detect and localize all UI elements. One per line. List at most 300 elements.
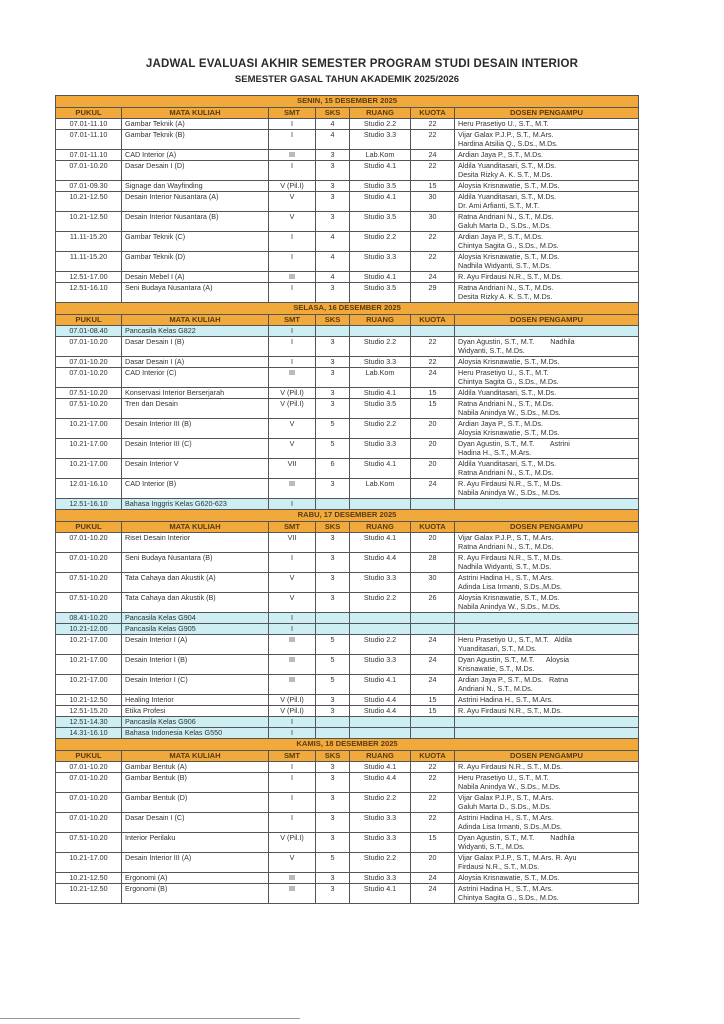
semester-cell: V	[269, 212, 316, 232]
schedule-row	[56, 553, 639, 573]
lecturer-name: Nadhila Widyanti, S.T., M.Ds.	[458, 562, 552, 571]
column-header: RUANG	[350, 108, 411, 119]
time-cell: 07.01-10.20	[56, 553, 122, 573]
course-cell: Dasar Desain I (C)	[122, 813, 269, 833]
lecturer-name: Nabila Anindya W., S.Ds., M.Ds.	[458, 782, 561, 791]
credits-cell: 5	[316, 635, 350, 655]
credits-cell: 5	[316, 853, 350, 873]
course-cell: Seni Budaya Nusantara (A)	[122, 283, 269, 303]
time-cell: 14.31-16.10	[56, 728, 122, 739]
lecturer-name: Heru Prasetiyo U., S.T., M.T.	[458, 368, 549, 377]
time-cell: 10.21-17.00	[56, 655, 122, 675]
credits-cell	[316, 613, 350, 624]
course-cell: Dasar Desain I (B)	[122, 337, 269, 357]
credits-cell: 5	[316, 419, 350, 439]
room-cell: Studio 4.1	[350, 161, 411, 181]
lecturer-cell	[455, 833, 639, 853]
lecturer-name: Krisnawatie, S.T., M.Ds.	[458, 664, 535, 673]
lecturer-name: Andriani N., S.T., M.Ds.	[458, 684, 533, 693]
semester-cell: I	[269, 624, 316, 635]
credits-cell: 3	[316, 161, 350, 181]
room-cell: Studio 4.4	[350, 706, 411, 717]
schedule-row	[56, 773, 639, 793]
lecturer-name: Aldila Yuanditasari, S.T., M.Ds.	[458, 161, 557, 170]
semester-cell: I	[269, 793, 316, 813]
course-cell: Pancasila Kelas G822	[122, 326, 269, 337]
credits-cell: 3	[316, 593, 350, 613]
quota-cell: 22	[411, 793, 455, 813]
credits-cell: 3	[316, 388, 350, 399]
column-header: KUOTA	[411, 751, 455, 762]
semester-cell: V	[269, 573, 316, 593]
credits-cell: 3	[316, 813, 350, 833]
lecturer-name: Ratna Andriani N., S.T., M.Ds.	[458, 283, 554, 292]
lecturer-cell	[455, 717, 639, 728]
column-header: KUOTA	[411, 108, 455, 119]
lecturer-cell	[455, 773, 639, 793]
column-header: MATA KULIAH	[122, 108, 269, 119]
credits-cell: 3	[316, 192, 350, 212]
course-cell: Desain Interior V	[122, 459, 269, 479]
lecturer-name: Widyanti, S.T., M.Ds.	[458, 842, 525, 851]
lecturer-name: Ardian Jaya P., S.T., M.Ds. Ratna	[458, 675, 569, 684]
credits-cell	[316, 624, 350, 635]
course-cell: Desain Interior III (A)	[122, 853, 269, 873]
credits-cell: 4	[316, 119, 350, 130]
room-cell: Studio 2.2	[350, 793, 411, 813]
course-cell: Gambar Bentuk (D)	[122, 793, 269, 813]
semester-cell: I	[269, 130, 316, 150]
lecturer-cell	[455, 873, 639, 884]
lecturer-name: Ratna Andriani N., S.T., M.Ds.	[458, 212, 554, 221]
lecturer-name: Aloysia Krisnawatie, S.T., M.Ds.	[458, 357, 560, 366]
time-cell: 12.51-17.00	[56, 272, 122, 283]
time-cell: 07.01-10.20	[56, 533, 122, 553]
room-cell: Studio 4.1	[350, 675, 411, 695]
column-header: SMT	[269, 108, 316, 119]
lecturer-name: Ratna Andriani N., S.T., M.Ds.	[458, 468, 554, 477]
room-cell: Studio 2.2	[350, 337, 411, 357]
exam-schedule-table	[55, 95, 639, 904]
quota-cell: 29	[411, 283, 455, 303]
quota-cell: 22	[411, 773, 455, 793]
day-header-row	[56, 303, 639, 315]
time-cell: 07.01-10.20	[56, 357, 122, 368]
credits-cell: 3	[316, 357, 350, 368]
quota-cell: 22	[411, 252, 455, 272]
column-header: DOSEN PENGAMPU	[455, 522, 639, 533]
room-cell: Studio 4.1	[350, 884, 411, 904]
lecturer-cell	[455, 728, 639, 739]
room-cell	[350, 717, 411, 728]
course-cell: Pancasila Kelas G904	[122, 613, 269, 624]
course-cell: Gambar Bentuk (A)	[122, 762, 269, 773]
lecturer-name: Heru Prasetiyo U., S.T., M.T.	[458, 119, 549, 128]
course-cell: Etika Profesi	[122, 706, 269, 717]
course-cell: Gambar Teknik (B)	[122, 130, 269, 150]
credits-cell: 3	[316, 212, 350, 232]
credits-cell	[316, 499, 350, 510]
semester-cell: V	[269, 853, 316, 873]
time-cell: 07.01-10.20	[56, 773, 122, 793]
lecturer-name: Vijar Galax P.J.P., S.T., M.Ars. R. Ayu	[458, 853, 577, 862]
quota-cell: 24	[411, 873, 455, 884]
lecturer-name: Aloysia Krisnawatie, S.T., M.Ds.	[458, 428, 560, 437]
time-cell: 07.01-08.40	[56, 326, 122, 337]
schedule-row	[56, 479, 639, 499]
room-cell: Studio 2.2	[350, 853, 411, 873]
room-cell: Studio 2.2	[350, 119, 411, 130]
course-cell: Dasar Desain I (A)	[122, 357, 269, 368]
quota-cell	[411, 728, 455, 739]
room-cell: Studio 2.2	[350, 593, 411, 613]
lecturer-cell	[455, 813, 639, 833]
room-cell: Studio 4.1	[350, 272, 411, 283]
quota-cell	[411, 499, 455, 510]
semester-cell: III	[269, 479, 316, 499]
time-cell: 10.21-17.00	[56, 439, 122, 459]
semester-cell: III	[269, 884, 316, 904]
schedule-row	[56, 283, 639, 303]
lecturer-cell	[455, 613, 639, 624]
lecturer-name: Vijar Galax P.J.P., S.T., M.Ars.	[458, 130, 554, 139]
semester-cell: V (Pil.I)	[269, 695, 316, 706]
lecturer-cell	[455, 368, 639, 388]
credits-cell: 3	[316, 884, 350, 904]
room-cell: Lab.Kom	[350, 368, 411, 388]
semester-cell: I	[269, 326, 316, 337]
credits-cell: 5	[316, 675, 350, 695]
schedule-row	[56, 728, 639, 739]
time-cell: 07.51-10.20	[56, 593, 122, 613]
course-cell: Desain Interior Nusantara (B)	[122, 212, 269, 232]
day-label: KAMIS, 18 DESEMBER 2025	[56, 739, 639, 751]
lecturer-cell	[455, 439, 639, 459]
quota-cell: 30	[411, 192, 455, 212]
schedule-row	[56, 459, 639, 479]
time-cell: 07.51-10.20	[56, 573, 122, 593]
lecturer-name: Aloysia Krisnawatie, S.T., M.Ds.	[458, 252, 560, 261]
quota-cell: 22	[411, 357, 455, 368]
lecturer-cell	[455, 573, 639, 593]
room-cell: Studio 4.4	[350, 773, 411, 793]
quota-cell: 24	[411, 368, 455, 388]
lecturer-name: Astrini Hadina H., S.T., M.Ars.	[458, 695, 554, 704]
time-cell: 12.51-15.20	[56, 706, 122, 717]
lecturer-cell	[455, 181, 639, 192]
semester-cell: III	[269, 655, 316, 675]
time-cell: 07.01-11.10	[56, 130, 122, 150]
time-cell: 07.01-10.20	[56, 337, 122, 357]
lecturer-name: Ardian Jaya P., S.T., M.Ds.	[458, 150, 543, 159]
course-cell: Desain Interior III (B)	[122, 419, 269, 439]
lecturer-cell	[455, 459, 639, 479]
room-cell: Studio 4.1	[350, 533, 411, 553]
credits-cell: 4	[316, 252, 350, 272]
time-cell: 07.01-10.20	[56, 161, 122, 181]
quota-cell: 26	[411, 593, 455, 613]
course-cell: Riset Desain Interior	[122, 533, 269, 553]
time-cell: 10.21-12.50	[56, 192, 122, 212]
time-cell: 11.11-15.20	[56, 232, 122, 252]
credits-cell: 3	[316, 573, 350, 593]
schedule-row	[56, 337, 639, 357]
room-cell: Lab.Kom	[350, 479, 411, 499]
room-cell: Studio 3.5	[350, 399, 411, 419]
lecturer-cell	[455, 533, 639, 553]
schedule-body	[56, 96, 639, 904]
lecturer-cell	[455, 283, 639, 303]
column-header-row	[56, 108, 639, 119]
credits-cell: 3	[316, 150, 350, 161]
semester-cell: I	[269, 553, 316, 573]
page-footer-line	[0, 1018, 300, 1019]
schedule-row	[56, 624, 639, 635]
credits-cell: 3	[316, 706, 350, 717]
schedule-row	[56, 419, 639, 439]
semester-cell: I	[269, 499, 316, 510]
column-header-row	[56, 522, 639, 533]
course-cell: CAD Interior (B)	[122, 479, 269, 499]
lecturer-name: Dyan Agustin, S.T., M.T. Astrini	[458, 439, 570, 448]
credits-cell: 3	[316, 695, 350, 706]
room-cell: Studio 4.1	[350, 762, 411, 773]
schedule-row	[56, 161, 639, 181]
day-label: RABU, 17 DESEMBER 2025	[56, 510, 639, 522]
room-cell: Studio 3.5	[350, 181, 411, 192]
quota-cell	[411, 613, 455, 624]
semester-cell: I	[269, 283, 316, 303]
day-label: SENIN, 15 DESEMBER 2025	[56, 96, 639, 108]
document-title: JADWAL EVALUASI AKHIR SEMESTER PROGRAM STUDI DESAIN INTERIOR	[145, 58, 579, 70]
column-header: KUOTA	[411, 522, 455, 533]
room-cell	[350, 326, 411, 337]
quota-cell: 22	[411, 232, 455, 252]
lecturer-cell	[455, 326, 639, 337]
semester-cell: I	[269, 252, 316, 272]
lecturer-name: R. Ayu Firdausi N.R., S.T., M.Ds.	[458, 479, 563, 488]
schedule-row	[56, 695, 639, 706]
schedule-row	[56, 635, 639, 655]
lecturer-name: Widyanti, S.T., M.Ds.	[458, 346, 525, 355]
quota-cell: 24	[411, 884, 455, 904]
schedule-row	[56, 399, 639, 419]
room-cell: Studio 3.3	[350, 357, 411, 368]
time-cell: 07.01-10.20	[56, 368, 122, 388]
course-cell: Pancasila Kelas G906	[122, 717, 269, 728]
time-cell: 07.01-10.20	[56, 762, 122, 773]
time-cell: 07.01-10.20	[56, 813, 122, 833]
room-cell: Studio 3.3	[350, 873, 411, 884]
course-cell: Bahasa Inggris Kelas G620-623	[122, 499, 269, 510]
quota-cell: 24	[411, 150, 455, 161]
time-cell: 12.01-16.10	[56, 479, 122, 499]
schedule-row	[56, 655, 639, 675]
column-header: DOSEN PENGAMPU	[455, 315, 639, 326]
course-cell: Dasar Desain I (D)	[122, 161, 269, 181]
lecturer-cell	[455, 635, 639, 655]
lecturer-name: Astrini Hadina H., S.T., M.Ars.	[458, 884, 554, 893]
time-cell: 07.01-09.30	[56, 181, 122, 192]
lecturer-cell	[455, 388, 639, 399]
semester-cell: I	[269, 119, 316, 130]
lecturer-name: Vijar Galax P.J.P., S.T., M.Ars.	[458, 533, 554, 542]
quota-cell: 15	[411, 706, 455, 717]
schedule-row	[56, 762, 639, 773]
course-cell: Pancasila Kelas G905	[122, 624, 269, 635]
room-cell: Studio 2.2	[350, 232, 411, 252]
lecturer-name: Yuanditasari, S.T., M.Ds.	[458, 644, 537, 653]
lecturer-name: Desita Rizky A. K. S.T., M.Ds.	[458, 170, 553, 179]
semester-cell: III	[269, 675, 316, 695]
column-header: DOSEN PENGAMPU	[455, 108, 639, 119]
time-cell: 12.51-16.10	[56, 283, 122, 303]
column-header: RUANG	[350, 315, 411, 326]
course-cell: Tata Cahaya dan Akustik (B)	[122, 593, 269, 613]
lecturer-name: Ratna Andriani N., S.T., M.Ds.	[458, 399, 554, 408]
lecturer-name: R. Ayu Firdausi N.R., S.T., M.Ds.	[458, 272, 563, 281]
lecturer-name: Aldila Yuanditasari, S.T., M.Ds.	[458, 459, 557, 468]
quota-cell: 15	[411, 181, 455, 192]
course-cell: Gambar Teknik (A)	[122, 119, 269, 130]
column-header: DOSEN PENGAMPU	[455, 751, 639, 762]
column-header: SKS	[316, 522, 350, 533]
column-header: MATA KULIAH	[122, 751, 269, 762]
quota-cell: 20	[411, 853, 455, 873]
room-cell: Studio 3.3	[350, 573, 411, 593]
column-header: PUKUL	[56, 522, 122, 533]
lecturer-cell	[455, 553, 639, 573]
semester-cell: I	[269, 773, 316, 793]
time-cell: 07.51-10.20	[56, 399, 122, 419]
lecturer-name: Heru Prasetiyo U., S.T., M.T. Aldila	[458, 635, 572, 644]
time-cell: 10.21-12.50	[56, 873, 122, 884]
column-header: SMT	[269, 751, 316, 762]
semester-cell: V (Pil.I)	[269, 833, 316, 853]
room-cell: Studio 4.4	[350, 553, 411, 573]
room-cell: Studio 4.1	[350, 192, 411, 212]
schedule-row	[56, 793, 639, 813]
course-cell: Desain Interior I (A)	[122, 635, 269, 655]
credits-cell: 4	[316, 232, 350, 252]
lecturer-cell	[455, 252, 639, 272]
lecturer-name: Ardian Jaya P., S.T., M.Ds.	[458, 232, 543, 241]
column-header: SKS	[316, 108, 350, 119]
column-header: SKS	[316, 315, 350, 326]
credits-cell: 3	[316, 793, 350, 813]
column-header: SKS	[316, 751, 350, 762]
day-header-row	[56, 96, 639, 108]
semester-cell: III	[269, 635, 316, 655]
quota-cell	[411, 326, 455, 337]
lecturer-cell	[455, 119, 639, 130]
credits-cell: 3	[316, 773, 350, 793]
credits-cell: 3	[316, 399, 350, 419]
lecturer-name: Astrini Hadina H., S.T., M.Ars.	[458, 573, 554, 582]
credits-cell	[316, 717, 350, 728]
course-cell: Tren dan Desain	[122, 399, 269, 419]
semester-cell: I	[269, 337, 316, 357]
semester-cell: I	[269, 357, 316, 368]
schedule-row	[56, 573, 639, 593]
lecturer-name: Aloysia Krisnawatie, S.T., M.Ds.	[458, 181, 560, 190]
course-cell: CAD Interior (C)	[122, 368, 269, 388]
schedule-row	[56, 272, 639, 283]
schedule-row	[56, 119, 639, 130]
schedule-row	[56, 212, 639, 232]
time-cell: 07.51-10.20	[56, 388, 122, 399]
time-cell: 10.21-17.00	[56, 853, 122, 873]
time-cell: 07.01-11.10	[56, 150, 122, 161]
lecturer-cell	[455, 232, 639, 252]
credits-cell: 3	[316, 833, 350, 853]
quota-cell: 24	[411, 635, 455, 655]
room-cell	[350, 624, 411, 635]
column-header: PUKUL	[56, 108, 122, 119]
lecturer-name: Chintya Sagita G., S.Ds., M.Ds.	[458, 241, 559, 250]
credits-cell	[316, 326, 350, 337]
quota-cell: 15	[411, 399, 455, 419]
course-cell: Desain Interior I (B)	[122, 655, 269, 675]
semester-cell: III	[269, 873, 316, 884]
lecturer-cell	[455, 593, 639, 613]
lecturer-cell	[455, 337, 639, 357]
quota-cell: 22	[411, 130, 455, 150]
lecturer-name: Nabila Anindya W., S.Ds., M.Ds.	[458, 488, 561, 497]
credits-cell: 3	[316, 368, 350, 388]
lecturer-name: Ardian Jaya P., S.T., M.Ds.	[458, 419, 543, 428]
lecturer-name: Adinda Lisa Irmanti, S.Ds.,M.Ds.	[458, 582, 562, 591]
time-cell: 10.21-17.00	[56, 635, 122, 655]
day-header-row	[56, 510, 639, 522]
room-cell: Studio 3.3	[350, 439, 411, 459]
schedule-row	[56, 357, 639, 368]
column-header: SMT	[269, 315, 316, 326]
lecturer-name: Galuh Marta D., S.Ds., M.Ds.	[458, 802, 552, 811]
quota-cell: 22	[411, 337, 455, 357]
quota-cell: 24	[411, 675, 455, 695]
lecturer-cell	[455, 655, 639, 675]
lecturer-name: Dyan Agustin, S.T., M.T. Aloysia	[458, 655, 570, 664]
room-cell	[350, 728, 411, 739]
quota-cell: 22	[411, 813, 455, 833]
schedule-row	[56, 150, 639, 161]
quota-cell: 22	[411, 161, 455, 181]
quota-cell: 22	[411, 119, 455, 130]
time-cell: 08.41-10.20	[56, 613, 122, 624]
lecturer-cell	[455, 212, 639, 232]
lecturer-name: Galuh Marta D., S.Ds., M.Ds.	[458, 221, 552, 230]
room-cell: Studio 3.5	[350, 212, 411, 232]
lecturer-name: Firdausi N.R., S.T., M.Ds.	[458, 862, 540, 871]
lecturer-cell	[455, 695, 639, 706]
semester-cell: V (Pil.I)	[269, 181, 316, 192]
time-cell: 10.21-12.00	[56, 624, 122, 635]
lecturer-cell	[455, 706, 639, 717]
semester-cell: I	[269, 613, 316, 624]
credits-cell: 3	[316, 762, 350, 773]
credits-cell: 4	[316, 130, 350, 150]
schedule-row	[56, 368, 639, 388]
credits-cell: 6	[316, 459, 350, 479]
schedule-row	[56, 130, 639, 150]
lecturer-cell	[455, 272, 639, 283]
course-cell: Konservasi Interior Berserjarah	[122, 388, 269, 399]
quota-cell: 20	[411, 533, 455, 553]
lecturer-name: Dyan Agustin, S.T., M.T. Nadhila	[458, 833, 575, 842]
credits-cell: 3	[316, 553, 350, 573]
quota-cell: 20	[411, 459, 455, 479]
